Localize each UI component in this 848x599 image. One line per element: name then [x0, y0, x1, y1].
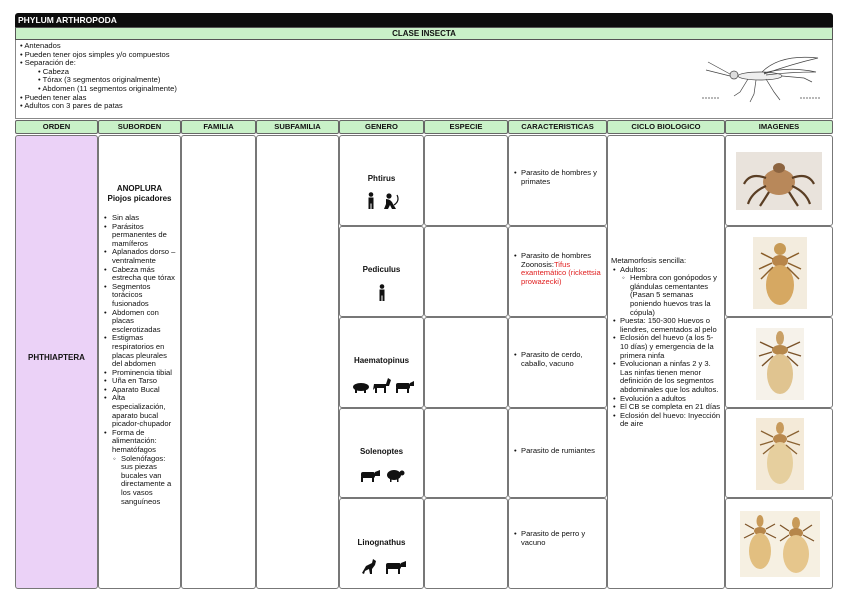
suborden-subtitle: Piojos picadores	[107, 193, 172, 203]
especie-cell	[424, 226, 508, 317]
list-item: • Aplanados dorso – ventralmente	[102, 248, 177, 265]
list-item: • Cabeza más estrecha que tórax	[102, 266, 177, 283]
genus-name: Phtirus	[367, 174, 396, 183]
characteristic-text: • Parasito de rumiantes	[512, 447, 602, 456]
insect-anatomy-drawing	[700, 48, 822, 106]
especie-cell	[424, 317, 508, 408]
cow-icon	[361, 470, 380, 482]
zoonosis-disease: Tifus exantemático (rickettsia prowazecki)	[521, 259, 601, 286]
list-item: • Aparato Bucal	[102, 386, 177, 395]
linognathus-louse-photo	[740, 511, 820, 577]
human-icon	[376, 284, 388, 302]
list-item: • Eclosión del huevo: Inyección de aire	[611, 412, 721, 429]
intro-line: • Pueden tener alas	[20, 92, 87, 102]
list-item: • Segmentos torácicos fusionados	[102, 283, 177, 309]
characteristic-text: • Parasito de hombres y primates	[512, 169, 602, 186]
characteristic-text: • Parasito de perro y vacuno	[512, 530, 602, 547]
clase-title: CLASE INSECTA	[15, 27, 833, 40]
image-cell	[725, 317, 833, 408]
list-item: • Prominencia tibial	[102, 369, 177, 378]
genus-name: Haematopinus	[353, 356, 410, 365]
ciclo-list	[611, 266, 721, 429]
intro-line: • Adultos con 3 pares de patas	[20, 101, 123, 111]
list-item: • Puesta: 150-300 Huevos o liendres, cementados al pelo	[611, 317, 721, 334]
characteristic-text	[512, 252, 602, 286]
caracteristicas-cell	[508, 408, 607, 498]
list-item: • Adultos:	[611, 266, 721, 275]
caracteristicas-cell	[508, 135, 607, 226]
list-item: • Abdomen con placas esclerotizadas	[102, 309, 177, 335]
genero-cell	[339, 408, 424, 498]
subfamilia-cell	[256, 135, 339, 589]
list-item: • Forma de alimentación: hematófagos	[102, 429, 177, 455]
orden-cell	[15, 135, 98, 589]
header-suborden: SUBORDEN	[98, 120, 181, 134]
host-text: Parasito de hombres	[521, 251, 592, 260]
cow-icon	[396, 381, 414, 393]
genero-cell	[339, 317, 424, 408]
list-item: • Estigmas respiratorios en placas pleurales del abdomen	[102, 334, 177, 368]
list-item: • Eclosión del huevo (a los 5-10 días) y emergencia de la primera ninfa	[611, 334, 721, 360]
image-cell	[725, 135, 833, 226]
header-orden: ORDEN	[15, 120, 98, 134]
ciclo-intro: Metamorfosis sencilla:	[611, 256, 687, 265]
header-subfamilia: SUBFAMILIA	[256, 120, 339, 134]
genus-name: Linognathus	[357, 538, 406, 547]
monkey-icon	[384, 193, 398, 209]
intro-line: • Abdomen (11 segmentos originalmente)	[38, 83, 177, 93]
dog-icon	[362, 559, 376, 574]
especie-cell	[424, 498, 508, 589]
intro-line: • Tórax (3 segmentos originalmente)	[38, 75, 161, 85]
pig-icon	[353, 383, 369, 393]
characteristic-text: • Parasito de cerdo, caballo, vacuno	[512, 351, 602, 368]
genus-hosts	[360, 557, 408, 575]
intro-line: • Pueden tener ojos simples y/o compuestos	[20, 49, 170, 59]
genus-name: Pediculus	[362, 265, 401, 274]
especie-cell	[424, 408, 508, 498]
especie-cell	[424, 135, 508, 226]
solenoptes-louse-photo	[756, 418, 804, 490]
orden-label: PHTHIAPTERA	[28, 353, 85, 362]
list-item: • Uña en Tarso	[102, 377, 177, 386]
suborden-cell	[98, 135, 181, 589]
familia-cell	[181, 135, 256, 589]
list-item: • Alta especialización, aparato bucal picador-chupador	[102, 394, 177, 428]
horse-icon	[373, 378, 391, 393]
suborden-list	[102, 214, 177, 506]
image-cell	[725, 408, 833, 498]
caracteristicas-cell	[508, 317, 607, 408]
sheep-icon	[387, 470, 405, 482]
list-item: • Parásitos permanentes de mamíferos	[102, 223, 177, 249]
haematopinus-louse-photo	[756, 328, 804, 400]
list-item: • Evolución a adultos	[611, 395, 721, 404]
header-imagenes: IMAGENES	[725, 120, 833, 134]
list-item: • Evolucionan a ninfas 2 y 3. Las ninfas tienen menor definición de los segmentos abdominales que los adultos.	[611, 360, 721, 394]
genus-hosts	[360, 467, 406, 483]
genus-hosts	[366, 192, 402, 210]
genero-cell	[339, 135, 424, 226]
header-caracteristicas: CARACTERISTICAS	[508, 120, 607, 134]
caracteristicas-cell	[508, 498, 607, 589]
suborden-title: ANOPLURA	[116, 184, 163, 193]
header-familia: FAMILIA	[181, 120, 256, 134]
list-item: • Sin alas	[102, 214, 177, 223]
phthirus-louse-photo	[736, 152, 822, 210]
genero-cell	[339, 498, 424, 589]
zoonosis-label: Zoonosis:	[521, 259, 554, 269]
intro-line: • Antenados	[20, 41, 61, 50]
list-item-nested: ◦ Hembra con gonópodos y glándulas cementantes (Pasan 5 semanas poniendo huevos tras la cópula)	[611, 274, 721, 317]
cow-icon	[386, 561, 406, 574]
header-ciclo: CICLO BIOLOGICO	[607, 120, 725, 134]
phylum-title: PHYLUM ARTHROPODA	[15, 13, 833, 27]
ciclo-cell	[607, 135, 725, 589]
header-genero: GENERO	[339, 120, 424, 134]
intro-line: • Cabeza	[38, 66, 69, 76]
image-cell	[725, 226, 833, 317]
human-icon	[369, 192, 374, 209]
list-item: • El CB se completa en 21 días	[611, 403, 721, 412]
intro-line: • Separación de:	[20, 58, 76, 68]
list-item-nested: ◦ Solenófagos: sus piezas bucales van directamente a los vasos sanguíneos	[102, 455, 177, 507]
genus-name: Solenoptes	[359, 447, 404, 456]
header-especie: ESPECIE	[424, 120, 508, 134]
genero-cell	[339, 226, 424, 317]
pediculus-louse-photo	[753, 237, 807, 309]
caracteristicas-cell	[508, 226, 607, 317]
genus-hosts	[352, 376, 414, 394]
image-cell	[725, 498, 833, 589]
